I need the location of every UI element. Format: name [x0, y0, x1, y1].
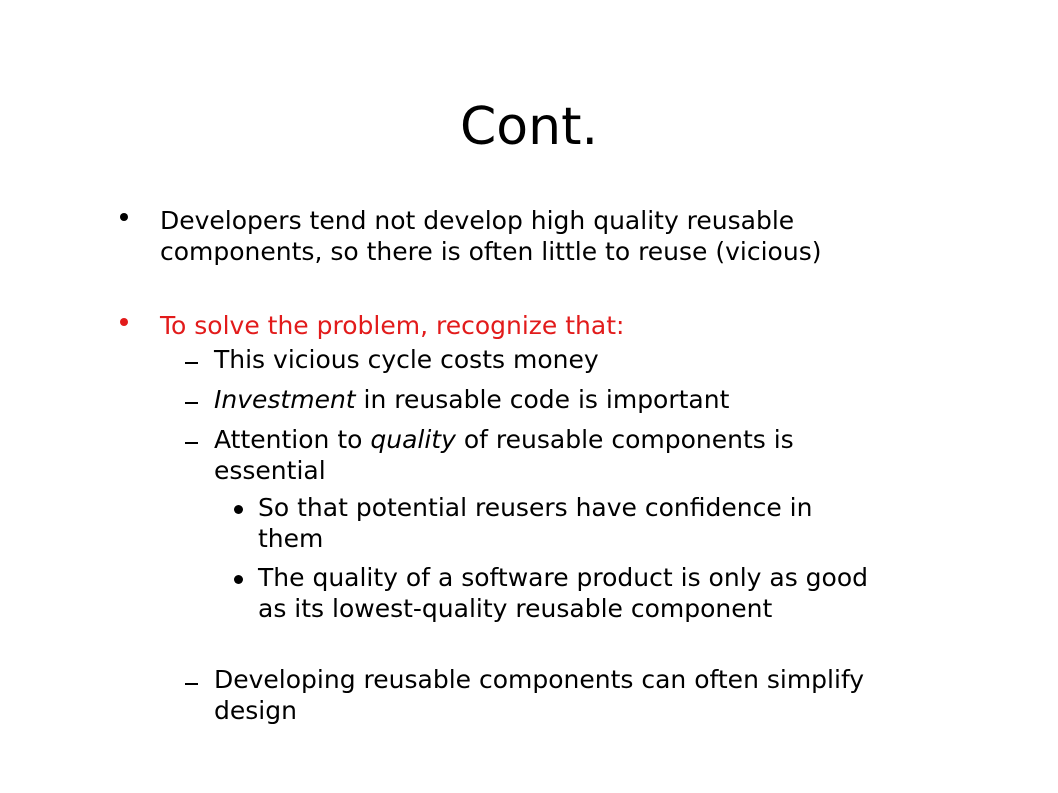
- sub-bullet-text: [214, 424, 884, 486]
- sub-bullet-text: [214, 384, 884, 415]
- bullet-text: Developers tend not develop high quality reusable components, so there is often little to reuse (vicious): [160, 206, 822, 266]
- dash-bullet-icon: [185, 442, 198, 444]
- sub-bullet-text: This vicious cycle costs money: [214, 345, 599, 374]
- emphasis-text: quality: [370, 425, 456, 454]
- disc-bullet-icon: [234, 575, 243, 584]
- dash-bullet-icon: [185, 683, 198, 685]
- bullet-text: To solve the problem, recognize that:: [160, 311, 625, 340]
- sub-bullet-rest: in reusable code is important: [355, 385, 730, 414]
- sub-bullet-before: Attention to: [214, 425, 371, 454]
- dash-bullet-icon: [185, 362, 198, 364]
- sub-sub-bullet-text: So that potential reusers have confidence in them: [258, 493, 813, 553]
- sub-bullet-text: Developing reusable components can often simplify design: [214, 665, 865, 725]
- bullet-icon: [120, 213, 128, 221]
- sub-bullet-after: of reusable components is essential: [214, 425, 794, 485]
- bullet-icon: [120, 318, 128, 326]
- slide-title: Cont.: [460, 97, 598, 157]
- disc-bullet-icon: [234, 505, 243, 514]
- sub-sub-bullet-text: The quality of a software product is only as good as its lowest-quality reusable component: [258, 563, 868, 623]
- dash-bullet-icon: [185, 402, 198, 404]
- emphasis-text: Investment: [214, 385, 356, 414]
